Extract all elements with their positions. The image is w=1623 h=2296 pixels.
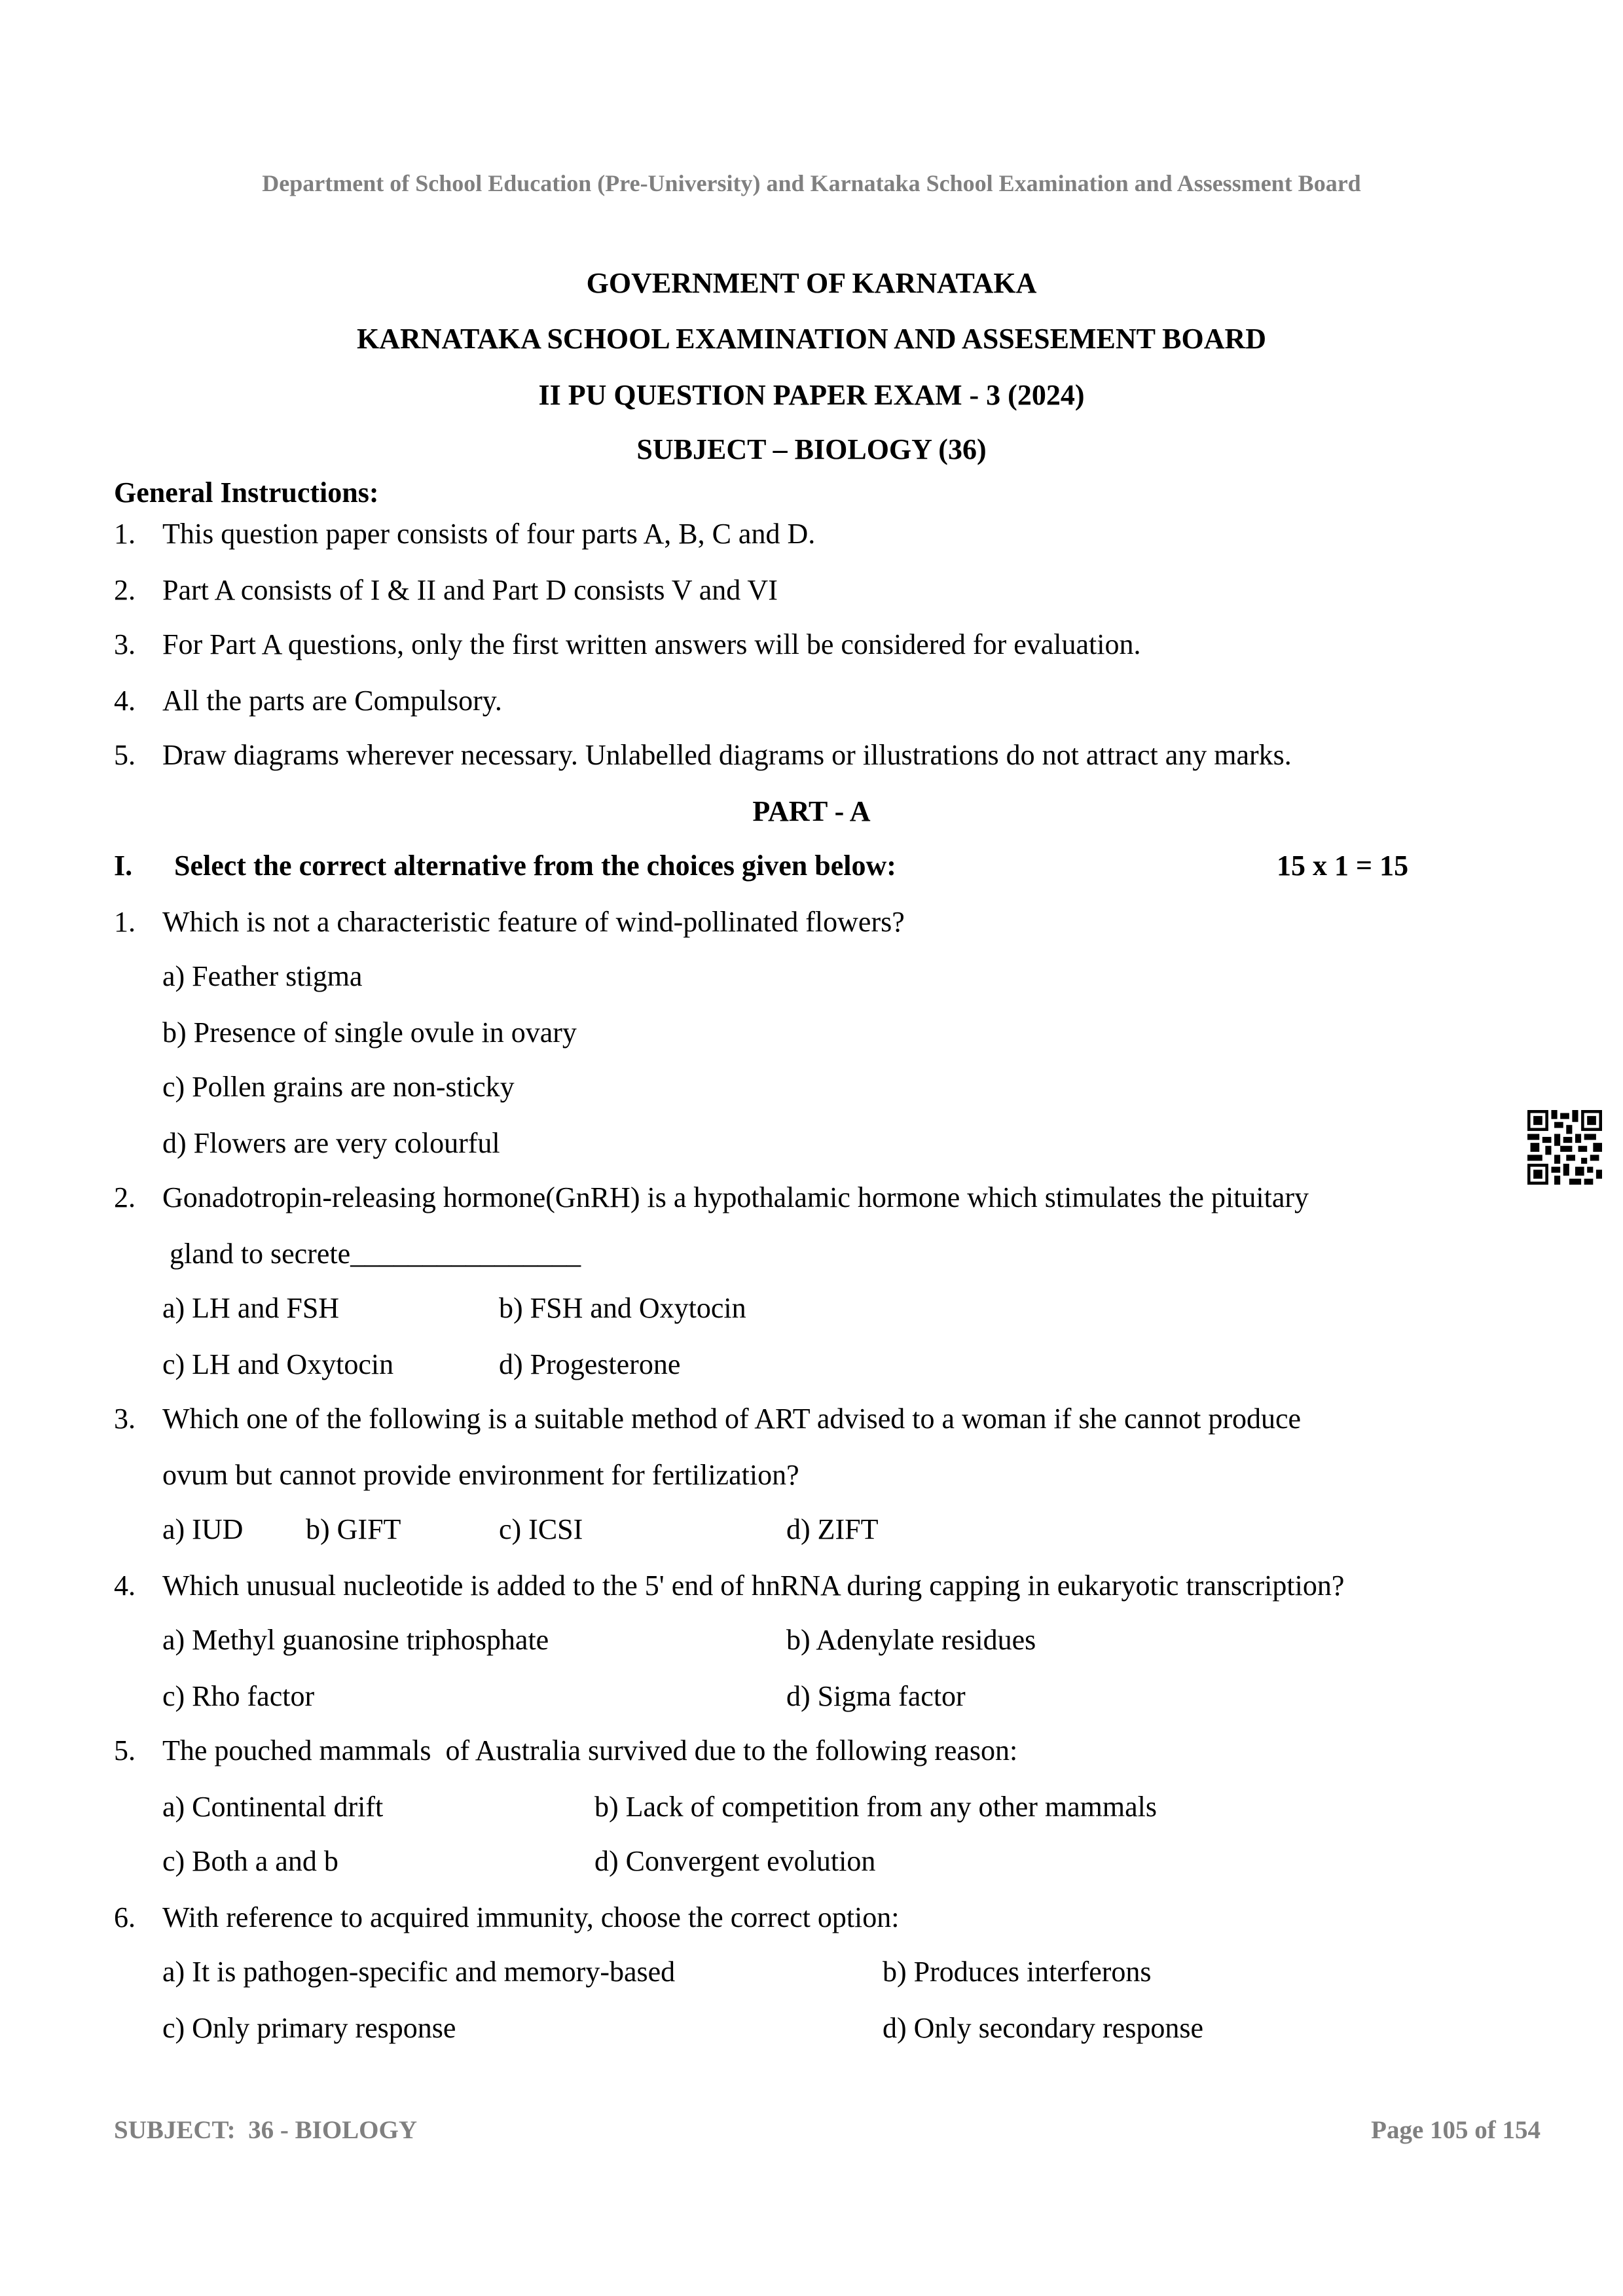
question-number: 6. xyxy=(114,1901,136,1933)
instruction-num: 2. xyxy=(114,574,136,606)
option-d: d) Only secondary response xyxy=(883,2012,1203,2044)
qr-code-icon xyxy=(1527,1110,1602,1185)
instruction-text: This question paper consists of four parts A, B, C and D. xyxy=(162,518,816,550)
subject-title: SUBJECT – BIOLOGY (36) xyxy=(636,433,987,465)
question-number: 4. xyxy=(114,1570,136,1602)
footer-page-number: Page 105 of 154 xyxy=(1371,2116,1541,2144)
option-d: d) ZIFT xyxy=(786,1513,879,1545)
option-b: b) Lack of competition from any other mammals xyxy=(594,1791,1157,1823)
option-d: d) Flowers are very colourful xyxy=(162,1127,500,1159)
gov-title: GOVERNMENT OF KARNATAKA xyxy=(586,267,1037,299)
question-number: 3. xyxy=(114,1403,136,1435)
board-title: KARNATAKA SCHOOL EXAMINATION AND ASSESEMENT BOARD xyxy=(356,323,1267,355)
option-b: b) FSH and Oxytocin xyxy=(499,1292,746,1324)
question-text: Gonadotropin-releasing hormone(GnRH) is a hypothalamic hormone which stimulates the pituitary xyxy=(162,1181,1309,1213)
option-a: a) LH and FSH xyxy=(162,1292,340,1324)
question-text-cont: gland to secrete________________ xyxy=(170,1238,581,1270)
option-a: a) Methyl guanosine triphosphate xyxy=(162,1624,549,1656)
option-d: d) Convergent evolution xyxy=(594,1845,876,1877)
option-c: c) ICSI xyxy=(499,1513,583,1545)
section-instruction: Select the correct alternative from the choices given below: xyxy=(174,850,896,882)
option-c: c) Only primary response xyxy=(162,2012,456,2044)
instruction-num: 4. xyxy=(114,685,136,717)
option-a: a) IUD xyxy=(162,1513,244,1545)
question-text: Which one of the following is a suitable method of ART advised to a woman if she cannot produce xyxy=(162,1403,1302,1435)
option-b: b) Produces interferons xyxy=(883,1956,1152,1988)
option-a: a) Continental drift xyxy=(162,1791,384,1823)
question-text: With reference to acquired immunity, choose the correct option: xyxy=(162,1901,900,1933)
instruction-text: All the parts are Compulsory. xyxy=(162,685,502,717)
option-b: b) Presence of single ovule in ovary xyxy=(162,1016,577,1049)
option-c: c) Rho factor xyxy=(162,1680,315,1712)
question-text: Which unusual nucleotide is added to the 5' end of hnRNA during capping in eukaryotic transcription? xyxy=(162,1570,1345,1602)
question-text-cont: ovum but cannot provide environment for fertilization? xyxy=(162,1459,799,1491)
question-text: Which is not a characteristic feature of wind-pollinated flowers? xyxy=(162,906,905,938)
section-marks: 15 x 1 = 15 xyxy=(1277,850,1409,882)
part-a-title: PART - A xyxy=(752,795,871,827)
instruction-text: For Part A questions, only the first written answers will be considered for evaluation. xyxy=(162,628,1141,660)
option-b: b) GIFT xyxy=(306,1513,401,1545)
instruction-num: 5. xyxy=(114,739,136,771)
department-header: Department of School Education (Pre-University) and Karnataka School Examination and Assessment Board xyxy=(262,170,1361,196)
option-a: a) It is pathogen-specific and memory-based xyxy=(162,1956,676,1988)
option-b: b) Adenylate residues xyxy=(786,1624,1036,1656)
footer-subject: SUBJECT: 36 - BIOLOGY xyxy=(114,2116,418,2144)
question-number: 5. xyxy=(114,1734,136,1767)
instructions-title: General Instructions: xyxy=(114,476,379,509)
instruction-text: Draw diagrams wherever necessary. Unlabelled diagrams or illustrations do not attract any marks. xyxy=(162,739,1292,771)
option-c: c) LH and Oxytocin xyxy=(162,1348,394,1380)
option-d: d) Sigma factor xyxy=(786,1680,966,1712)
option-a: a) Feather stigma xyxy=(162,960,363,992)
question-text: The pouched mammals of Australia survived due to the following reason: xyxy=(162,1734,1018,1767)
option-c: c) Pollen grains are non-sticky xyxy=(162,1071,515,1103)
exam-title: II PU QUESTION PAPER EXAM - 3 (2024) xyxy=(538,379,1085,411)
option-c: c) Both a and b xyxy=(162,1845,338,1877)
option-d: d) Progesterone xyxy=(499,1348,681,1380)
instruction-num: 3. xyxy=(114,628,136,660)
question-number: 2. xyxy=(114,1181,136,1213)
question-number: 1. xyxy=(114,906,136,938)
instruction-text: Part A consists of I & II and Part D consists V and VI xyxy=(162,574,778,606)
section-number: I. xyxy=(114,850,133,882)
instruction-num: 1. xyxy=(114,518,136,550)
